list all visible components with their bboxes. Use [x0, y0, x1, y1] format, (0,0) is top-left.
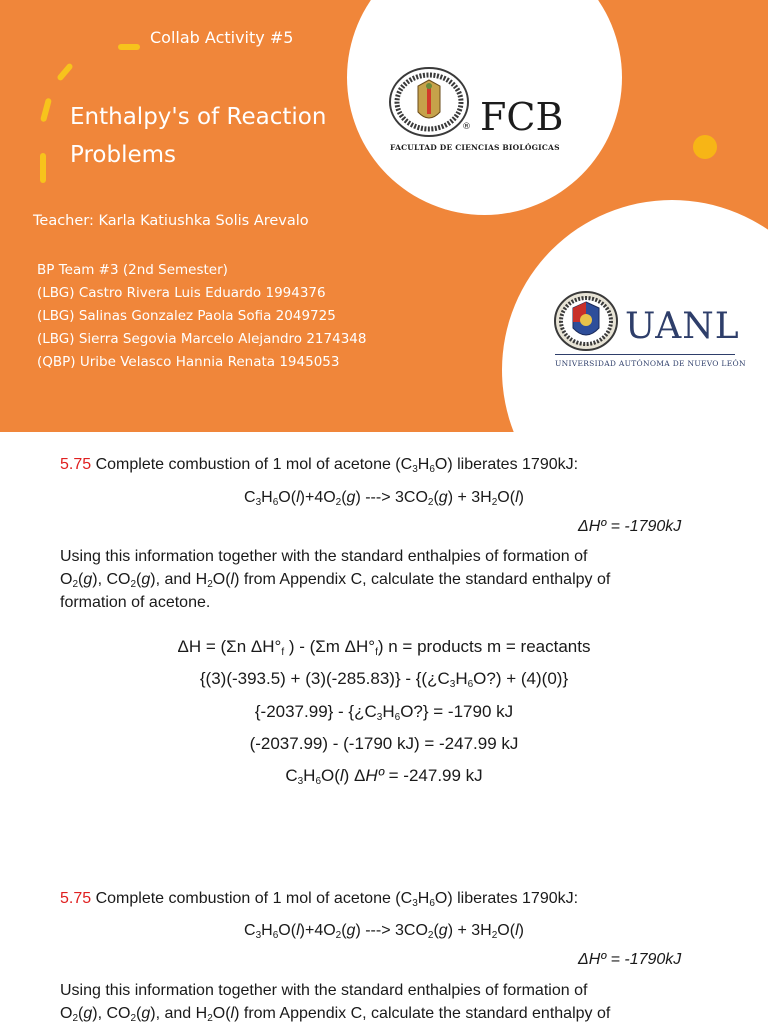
fcb-seal-icon — [388, 66, 470, 138]
reaction-equation: $C_3H_6O(l)+4O_2(g)$ ---> $3CO_2(g) + 3H_2O(l)$ — [244, 922, 524, 941]
solution-formula: ΔH = (Σn $\Delta H^\circ_f$ ) - (Σm $\Delta H^\circ_f$) n = products m = reactants — [177, 637, 591, 658]
solution-step: $\{(3)(-393.5) + (3)(-285.83)\} - \{(¿C_3H_6O?) + (4)(0)\}$ — [199, 669, 569, 690]
activity-label: Collab Activity #5 — [150, 28, 294, 47]
solution-step: (-2037.99) - (-1790 kJ) = -247.99 kJ — [249, 734, 519, 753]
team-member: (LBG) Sierra Segovia Marcelo Alejandro 2174348 — [37, 331, 367, 347]
problem-number: 5.75 — [60, 456, 92, 473]
solution-result: $C_3H_6O(l)$ ΔHº = -247.99 kJ — [285, 766, 483, 787]
problem-number: 5.75 — [60, 890, 92, 907]
problem-statement: 5.75 Complete combustion of 1 mol of acetone $(C_3H_6O)$ liberates 1790kJ: — [60, 456, 579, 475]
solution-step: $\{-2037.99\} - \{¿C_3H_6O?\} = -1790$ kJ — [254, 702, 514, 723]
team-list — [37, 259, 366, 374]
fcb-logo-text: FCB — [480, 95, 564, 139]
reaction-equation: $C_3H_6O(l)+4O_2(g)$ ---> $3CO_2(g) + 3H_2O(l)$ — [244, 489, 524, 508]
teacher-name: Teacher: Karla Katiushka Solis Arevalo — [33, 213, 309, 229]
team-member: (LBG) Castro Rivera Luis Eduardo 1994376 — [37, 285, 326, 301]
team-member: BP Team #3 (2nd Semester) — [37, 262, 228, 278]
uanl-seal-icon — [553, 290, 619, 352]
uanl-divider — [555, 354, 735, 355]
team-member: (LBG) Salinas Gonzalez Paola Sofia 2049725 — [37, 308, 336, 324]
question-line: formation of acetone. — [60, 594, 211, 611]
title-slide — [0, 0, 768, 432]
reaction-enthalpy: ΔHº = -1790kJ — [578, 518, 682, 535]
decor-dash — [40, 98, 52, 123]
decor-dash — [40, 153, 46, 183]
team-member: (QBP) Uribe Velasco Hannia Renata 1945053 — [37, 354, 340, 370]
question-line: Using this information together with the standard enthalpies of formation of — [60, 982, 588, 999]
decor-dash — [118, 44, 140, 50]
question-line: Using this information together with the standard enthalpies of formation of — [60, 548, 588, 565]
decor-dot — [693, 135, 717, 159]
decor-dash — [56, 62, 73, 81]
reaction-enthalpy: ΔHº = -1790kJ — [578, 951, 682, 968]
slide-title: Enthalpy's of Reaction Problems — [70, 104, 327, 168]
question-line: $O_2(g)$, $CO_2(g)$, and $H_2O(l)$ from Appendix C, calculate the standard enthalpy of — [60, 571, 611, 590]
fcb-subtitle: FACULTAD DE CIENCIAS BIOLÓGICAS — [390, 143, 560, 152]
question-line: $O_2(g)$, $CO_2(g)$, and $H_2O(l)$ from Appendix C, calculate the standard enthalpy of — [60, 1005, 611, 1024]
uanl-subtitle: UNIVERSIDAD AUTÓNOMA DE NUEVO LEÓN — [555, 359, 746, 368]
problem-statement: 5.75 Complete combustion of 1 mol of acetone $(C_3H_6O)$ liberates 1790kJ: — [60, 890, 579, 909]
uanl-logo-text: UANL — [625, 306, 740, 347]
registered-mark: ® — [462, 122, 471, 132]
